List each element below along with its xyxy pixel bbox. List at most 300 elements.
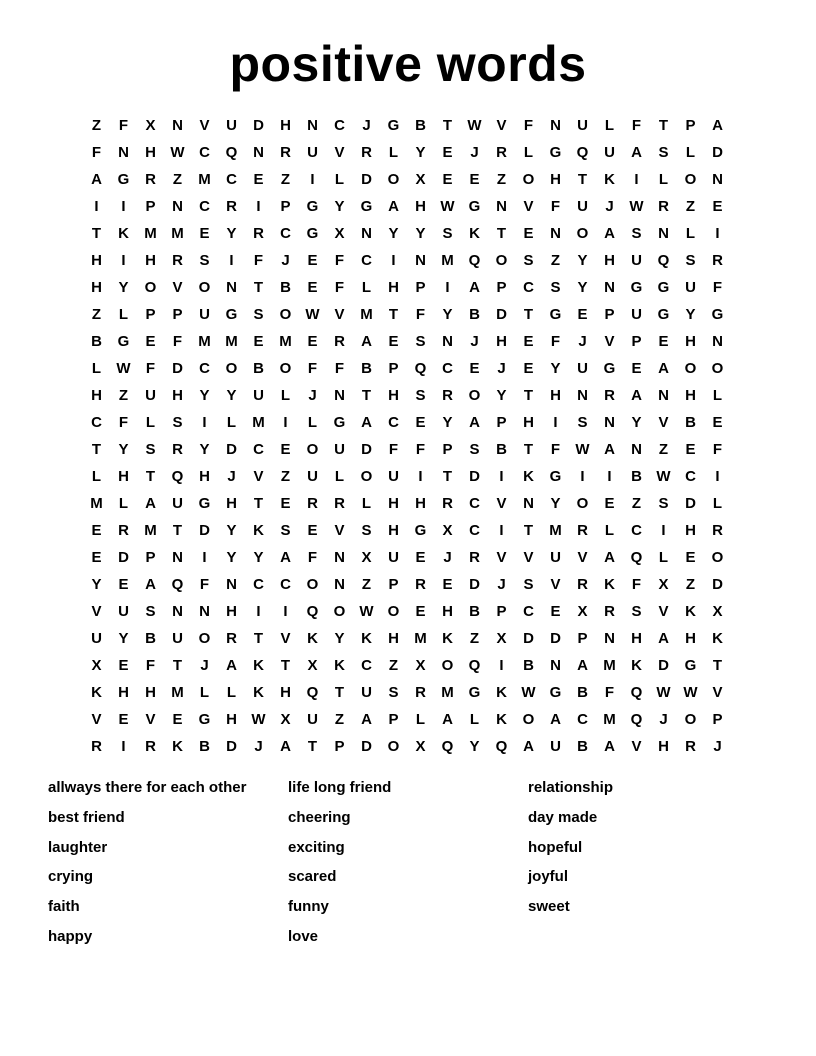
grid-letter: G xyxy=(549,468,562,485)
grid-letter: I xyxy=(499,468,504,485)
grid-letter: I xyxy=(715,225,720,242)
grid-letter: C xyxy=(334,117,345,134)
grid-letter: D xyxy=(199,522,210,539)
grid-letter: Y xyxy=(442,306,453,323)
grid-letter: U xyxy=(631,252,642,269)
grid-letter: S xyxy=(253,306,264,323)
grid-letter: Y xyxy=(118,630,129,647)
grid-letter: R xyxy=(685,738,696,755)
grid-letter: V xyxy=(550,576,561,593)
grid-row xyxy=(83,247,731,274)
grid-letter: F xyxy=(334,360,345,377)
grid-letter: M xyxy=(603,711,616,728)
grid-letter: O xyxy=(360,468,373,485)
grid-letter: Q xyxy=(171,468,184,485)
grid-letter: Z xyxy=(496,171,507,188)
grid-letter: R xyxy=(496,144,507,161)
grid-letter: G xyxy=(468,684,481,701)
grid-letter: H xyxy=(415,198,426,215)
grid-letter: D xyxy=(253,117,264,134)
grid-letter: V xyxy=(334,522,345,539)
word-list-item: day made xyxy=(528,808,598,826)
grid-letter: Z xyxy=(658,441,669,458)
grid-letter: W xyxy=(575,441,590,458)
grid-letter: X xyxy=(334,225,345,242)
grid-letter: J xyxy=(200,657,209,674)
grid-letter: E xyxy=(118,711,129,728)
grid-row xyxy=(83,625,731,652)
grid-letter: F xyxy=(631,576,642,593)
grid-letter: D xyxy=(496,306,507,323)
grid-letter: F xyxy=(712,441,723,458)
grid-letter: I xyxy=(715,468,720,485)
grid-letter: Q xyxy=(468,252,481,269)
grid-letter: K xyxy=(307,630,318,647)
grid-letter: A xyxy=(469,414,480,431)
grid-letter: P xyxy=(145,549,156,566)
grid-letter: X xyxy=(658,576,669,593)
grid-letter: R xyxy=(172,252,183,269)
grid-letter: R xyxy=(334,333,345,350)
grid-letter: R xyxy=(577,522,588,539)
grid-letter: J xyxy=(362,117,371,134)
grid-letter: I xyxy=(283,603,288,620)
grid-letter: C xyxy=(199,144,210,161)
grid-letter: F xyxy=(199,576,210,593)
grid-letter: U xyxy=(550,738,561,755)
grid-letter: A xyxy=(631,144,642,161)
grid-row xyxy=(83,436,731,463)
grid-letter: E xyxy=(118,576,129,593)
grid-letter: A xyxy=(388,198,399,215)
grid-letter: Y xyxy=(118,441,129,458)
grid-letter: N xyxy=(172,198,183,215)
grid-letter: B xyxy=(469,603,480,620)
grid-letter: T xyxy=(145,468,156,485)
grid-letter: M xyxy=(198,171,211,188)
grid-letter: P xyxy=(388,576,399,593)
grid-letter: H xyxy=(145,144,156,161)
grid-letter: Q xyxy=(306,603,319,620)
grid-letter: P xyxy=(712,711,723,728)
grid-letter: A xyxy=(442,711,453,728)
grid-letter: D xyxy=(685,495,696,512)
grid-letter: Y xyxy=(469,738,480,755)
grid-letter: Q xyxy=(657,252,670,269)
grid-letter: R xyxy=(712,522,723,539)
grid-letter: M xyxy=(441,684,454,701)
grid-letter: E xyxy=(577,306,588,323)
grid-letter: W xyxy=(629,198,644,215)
grid-letter: H xyxy=(388,279,399,296)
grid-letter: H xyxy=(145,252,156,269)
grid-letter: O xyxy=(711,360,724,377)
grid-row xyxy=(83,706,731,733)
grid-letter: S xyxy=(550,279,561,296)
grid-letter: C xyxy=(280,225,291,242)
grid-letter: H xyxy=(550,171,561,188)
grid-letter: M xyxy=(225,333,238,350)
grid-letter: U xyxy=(118,603,129,620)
grid-letter: F xyxy=(118,414,129,431)
grid-row xyxy=(83,382,731,409)
grid-letter: U xyxy=(550,549,561,566)
grid-letter: K xyxy=(523,468,534,485)
grid-letter: I xyxy=(256,603,261,620)
grid-letter: B xyxy=(280,279,291,296)
grid-letter: O xyxy=(576,495,589,512)
grid-letter: V xyxy=(496,495,507,512)
grid-letter: N xyxy=(118,144,129,161)
grid-letter: B xyxy=(685,414,696,431)
grid-letter: D xyxy=(172,360,183,377)
grid-letter: H xyxy=(604,252,615,269)
grid-letter: U xyxy=(388,468,399,485)
word-list-item: crying xyxy=(48,868,94,886)
grid-letter: N xyxy=(712,171,723,188)
grid-letter: B xyxy=(523,657,534,674)
grid-letter: N xyxy=(604,630,615,647)
grid-row xyxy=(83,679,731,706)
grid-letter: F xyxy=(118,117,129,134)
grid-letter: N xyxy=(172,549,183,566)
grid-letter: H xyxy=(685,387,696,404)
grid-letter: Y xyxy=(226,387,237,404)
grid-letter: Z xyxy=(91,117,102,134)
grid-letter: K xyxy=(253,657,264,674)
grid-letter: G xyxy=(414,522,427,539)
grid-letter: K xyxy=(253,522,264,539)
grid-letter: X xyxy=(442,522,453,539)
grid-letter: L xyxy=(712,495,723,512)
grid-letter: X xyxy=(145,117,156,134)
grid-letter: S xyxy=(631,225,642,242)
grid-letter: F xyxy=(307,549,318,566)
grid-letter: R xyxy=(415,684,426,701)
grid-letter: G xyxy=(225,306,238,323)
grid-letter: A xyxy=(577,657,588,674)
grid-letter: E xyxy=(172,711,183,728)
grid-letter: S xyxy=(523,252,534,269)
word-list-item: allways there for each other xyxy=(48,779,247,796)
grid-letter: A xyxy=(226,657,237,674)
grid-letter: K xyxy=(631,657,642,674)
grid-letter: V xyxy=(253,468,264,485)
grid-letter: U xyxy=(145,387,156,404)
grid-letter: I xyxy=(499,657,504,674)
grid-letter: O xyxy=(468,387,481,404)
grid-letter: W xyxy=(359,603,374,620)
grid-letter: V xyxy=(172,279,183,296)
grid-letter: R xyxy=(658,198,669,215)
grid-letter: T xyxy=(523,387,534,404)
grid-letter: E xyxy=(91,549,102,566)
grid-letter: A xyxy=(631,387,642,404)
grid-letter: T xyxy=(253,495,264,512)
grid-letter: P xyxy=(334,738,345,755)
grid-letter: X xyxy=(496,630,507,647)
grid-row xyxy=(83,193,731,220)
grid-letter: E xyxy=(712,414,723,431)
grid-letter: B xyxy=(577,738,588,755)
grid-letter: U xyxy=(226,117,237,134)
grid-letter: O xyxy=(711,549,724,566)
grid-row xyxy=(83,355,731,382)
grid-letter: E xyxy=(685,441,696,458)
grid-letter: C xyxy=(685,468,696,485)
grid-letter: F xyxy=(415,306,426,323)
grid-letter: R xyxy=(415,576,426,593)
grid-letter: O xyxy=(684,711,697,728)
grid-letter: U xyxy=(604,144,615,161)
grid-letter: N xyxy=(172,117,183,134)
grid-letter: K xyxy=(685,603,696,620)
grid-letter: L xyxy=(388,144,399,161)
grid-letter: R xyxy=(361,144,372,161)
grid-letter: H xyxy=(388,387,399,404)
grid-letter: O xyxy=(225,360,238,377)
grid-letter: Z xyxy=(550,252,561,269)
grid-letter: O xyxy=(387,171,400,188)
word-list-item: love xyxy=(288,927,319,945)
grid-letter: O xyxy=(279,360,292,377)
grid-letter: Q xyxy=(306,684,319,701)
grid-letter: G xyxy=(306,198,319,215)
grid-letter: K xyxy=(604,576,615,593)
grid-letter: K xyxy=(253,684,264,701)
word-list-item: cheering xyxy=(288,808,351,826)
grid-letter: C xyxy=(361,657,372,674)
grid-letter: Q xyxy=(225,144,238,161)
grid-row xyxy=(83,220,731,247)
grid-letter: M xyxy=(603,657,616,674)
grid-letter: N xyxy=(496,198,507,215)
grid-letter: F xyxy=(253,252,264,269)
grid-letter: A xyxy=(604,225,615,242)
grid-letter: I xyxy=(661,522,666,539)
grid-letter: R xyxy=(280,144,291,161)
grid-letter: T xyxy=(388,306,399,323)
grid-letter: N xyxy=(172,603,183,620)
grid-letter: O xyxy=(522,171,535,188)
grid-letter: G xyxy=(711,306,724,323)
grid-letter: O xyxy=(198,279,211,296)
grid-letter: T xyxy=(280,657,291,674)
grid-letter: A xyxy=(361,333,372,350)
grid-letter: V xyxy=(631,738,642,755)
grid-letter: X xyxy=(415,171,426,188)
grid-letter: N xyxy=(334,576,345,593)
grid-letter: J xyxy=(470,333,479,350)
grid-letter: R xyxy=(145,738,156,755)
grid-letter: I xyxy=(256,198,261,215)
grid-letter: T xyxy=(523,522,534,539)
grid-letter: G xyxy=(468,198,481,215)
grid-letter: R xyxy=(577,576,588,593)
grid-letter: X xyxy=(280,711,291,728)
grid-letter: S xyxy=(469,441,480,458)
grid-letter: L xyxy=(226,414,237,431)
grid-letter: R xyxy=(226,630,237,647)
grid-letter: I xyxy=(283,414,288,431)
grid-letter: G xyxy=(306,225,319,242)
grid-letter: P xyxy=(631,333,642,350)
grid-letter: O xyxy=(144,279,157,296)
grid-letter: Q xyxy=(630,684,643,701)
grid-letter: J xyxy=(605,198,614,215)
grid-letter: C xyxy=(226,171,237,188)
grid-letter: H xyxy=(91,387,102,404)
grid-letter: C xyxy=(253,576,264,593)
grid-letter: P xyxy=(442,441,453,458)
grid-letter: R xyxy=(604,387,615,404)
grid-letter: R xyxy=(469,549,480,566)
grid-letter: L xyxy=(307,414,318,431)
grid-letter: N xyxy=(415,252,426,269)
grid-letter: F xyxy=(550,198,561,215)
grid-row xyxy=(83,517,731,544)
grid-letter: N xyxy=(550,117,561,134)
grid-letter: K xyxy=(361,630,372,647)
grid-letter: Q xyxy=(630,711,643,728)
grid-letter: K xyxy=(496,684,507,701)
grid-letter: I xyxy=(94,198,99,215)
grid-letter: Q xyxy=(495,738,508,755)
grid-letter: L xyxy=(91,468,102,485)
grid-letter: D xyxy=(550,630,561,647)
grid-letter: S xyxy=(685,252,696,269)
grid-letter: C xyxy=(199,360,210,377)
grid-letter: Q xyxy=(630,549,643,566)
grid-letter: X xyxy=(577,603,588,620)
grid-letter: Y xyxy=(550,360,561,377)
grid-letter: U xyxy=(199,306,210,323)
grid-letter: H xyxy=(442,603,453,620)
grid-letter: N xyxy=(334,387,345,404)
grid-letter: M xyxy=(549,522,562,539)
grid-letter: X xyxy=(712,603,723,620)
grid-letter: F xyxy=(712,279,723,296)
grid-letter: Y xyxy=(577,279,588,296)
grid-letter: T xyxy=(523,306,534,323)
grid-letter: Z xyxy=(91,306,102,323)
grid-letter: S xyxy=(577,414,588,431)
grid-letter: A xyxy=(361,711,372,728)
grid-letter: L xyxy=(199,684,210,701)
grid-letter: H xyxy=(496,333,507,350)
grid-letter: Z xyxy=(388,657,399,674)
grid-letter: P xyxy=(172,306,183,323)
word-list-column xyxy=(528,776,768,925)
grid-letter: U xyxy=(307,711,318,728)
grid-letter: B xyxy=(415,117,426,134)
grid-letter: Y xyxy=(226,225,237,242)
grid-letter: P xyxy=(604,306,615,323)
grid-letter: M xyxy=(171,684,184,701)
grid-letter: Y xyxy=(415,144,426,161)
grid-letter: D xyxy=(469,468,480,485)
grid-letter: B xyxy=(145,630,156,647)
grid-letter: E xyxy=(604,495,615,512)
grid-letter: B xyxy=(577,684,588,701)
grid-letter: D xyxy=(712,576,723,593)
grid-letter: U xyxy=(172,495,183,512)
grid-letter: U xyxy=(631,306,642,323)
grid-letter: Y xyxy=(334,198,345,215)
grid-letter: G xyxy=(684,657,697,674)
grid-letter: Z xyxy=(280,468,291,485)
grid-letter: L xyxy=(118,306,129,323)
grid-letter: M xyxy=(198,333,211,350)
grid-letter: C xyxy=(469,522,480,539)
grid-letter: K xyxy=(91,684,102,701)
grid-letter: L xyxy=(334,468,345,485)
grid-letter: B xyxy=(469,306,480,323)
grid-letter: H xyxy=(226,711,237,728)
grid-letter: O xyxy=(387,603,400,620)
grid-letter: E xyxy=(442,576,453,593)
grid-letter: Z xyxy=(631,495,642,512)
grid-letter: F xyxy=(307,360,318,377)
grid-letter: R xyxy=(712,252,723,269)
grid-letter: V xyxy=(496,117,507,134)
grid-letter: C xyxy=(631,522,642,539)
word-search-grid xyxy=(83,112,731,760)
grid-row xyxy=(83,409,731,436)
grid-letter: Z xyxy=(361,576,372,593)
grid-letter: N xyxy=(442,333,453,350)
grid-letter: Y xyxy=(226,549,237,566)
grid-letter: L xyxy=(658,171,669,188)
grid-letter: J xyxy=(227,468,236,485)
grid-letter: H xyxy=(118,468,129,485)
grid-letter: Y xyxy=(415,225,426,242)
grid-letter: J xyxy=(470,144,479,161)
grid-letter: N xyxy=(604,279,615,296)
grid-letter: S xyxy=(442,225,453,242)
grid-letter: D xyxy=(226,738,237,755)
grid-letter: N xyxy=(199,603,210,620)
grid-letter: V xyxy=(199,117,210,134)
grid-letter: K xyxy=(604,171,615,188)
grid-letter: H xyxy=(388,522,399,539)
grid-letter: E xyxy=(145,333,156,350)
grid-letter: V xyxy=(604,333,615,350)
grid-letter: C xyxy=(388,414,399,431)
grid-letter: Z xyxy=(469,630,480,647)
grid-letter: U xyxy=(361,684,372,701)
grid-letter: E xyxy=(307,333,318,350)
grid-letter: E xyxy=(388,333,399,350)
grid-letter: A xyxy=(145,495,156,512)
grid-letter: J xyxy=(308,387,317,404)
grid-row xyxy=(83,544,731,571)
grid-letter: B xyxy=(199,738,210,755)
grid-letter: Y xyxy=(631,414,642,431)
grid-letter: F xyxy=(145,657,156,674)
grid-letter: T xyxy=(307,738,318,755)
grid-letter: R xyxy=(307,495,318,512)
grid-letter: I xyxy=(121,738,126,755)
grid-row xyxy=(83,733,731,760)
grid-letter: I xyxy=(121,252,126,269)
grid-letter: O xyxy=(684,171,697,188)
grid-letter: L xyxy=(280,387,291,404)
grid-letter: F xyxy=(334,252,345,269)
grid-letter: G xyxy=(603,360,616,377)
grid-letter: L xyxy=(685,225,696,242)
grid-letter: T xyxy=(442,468,453,485)
